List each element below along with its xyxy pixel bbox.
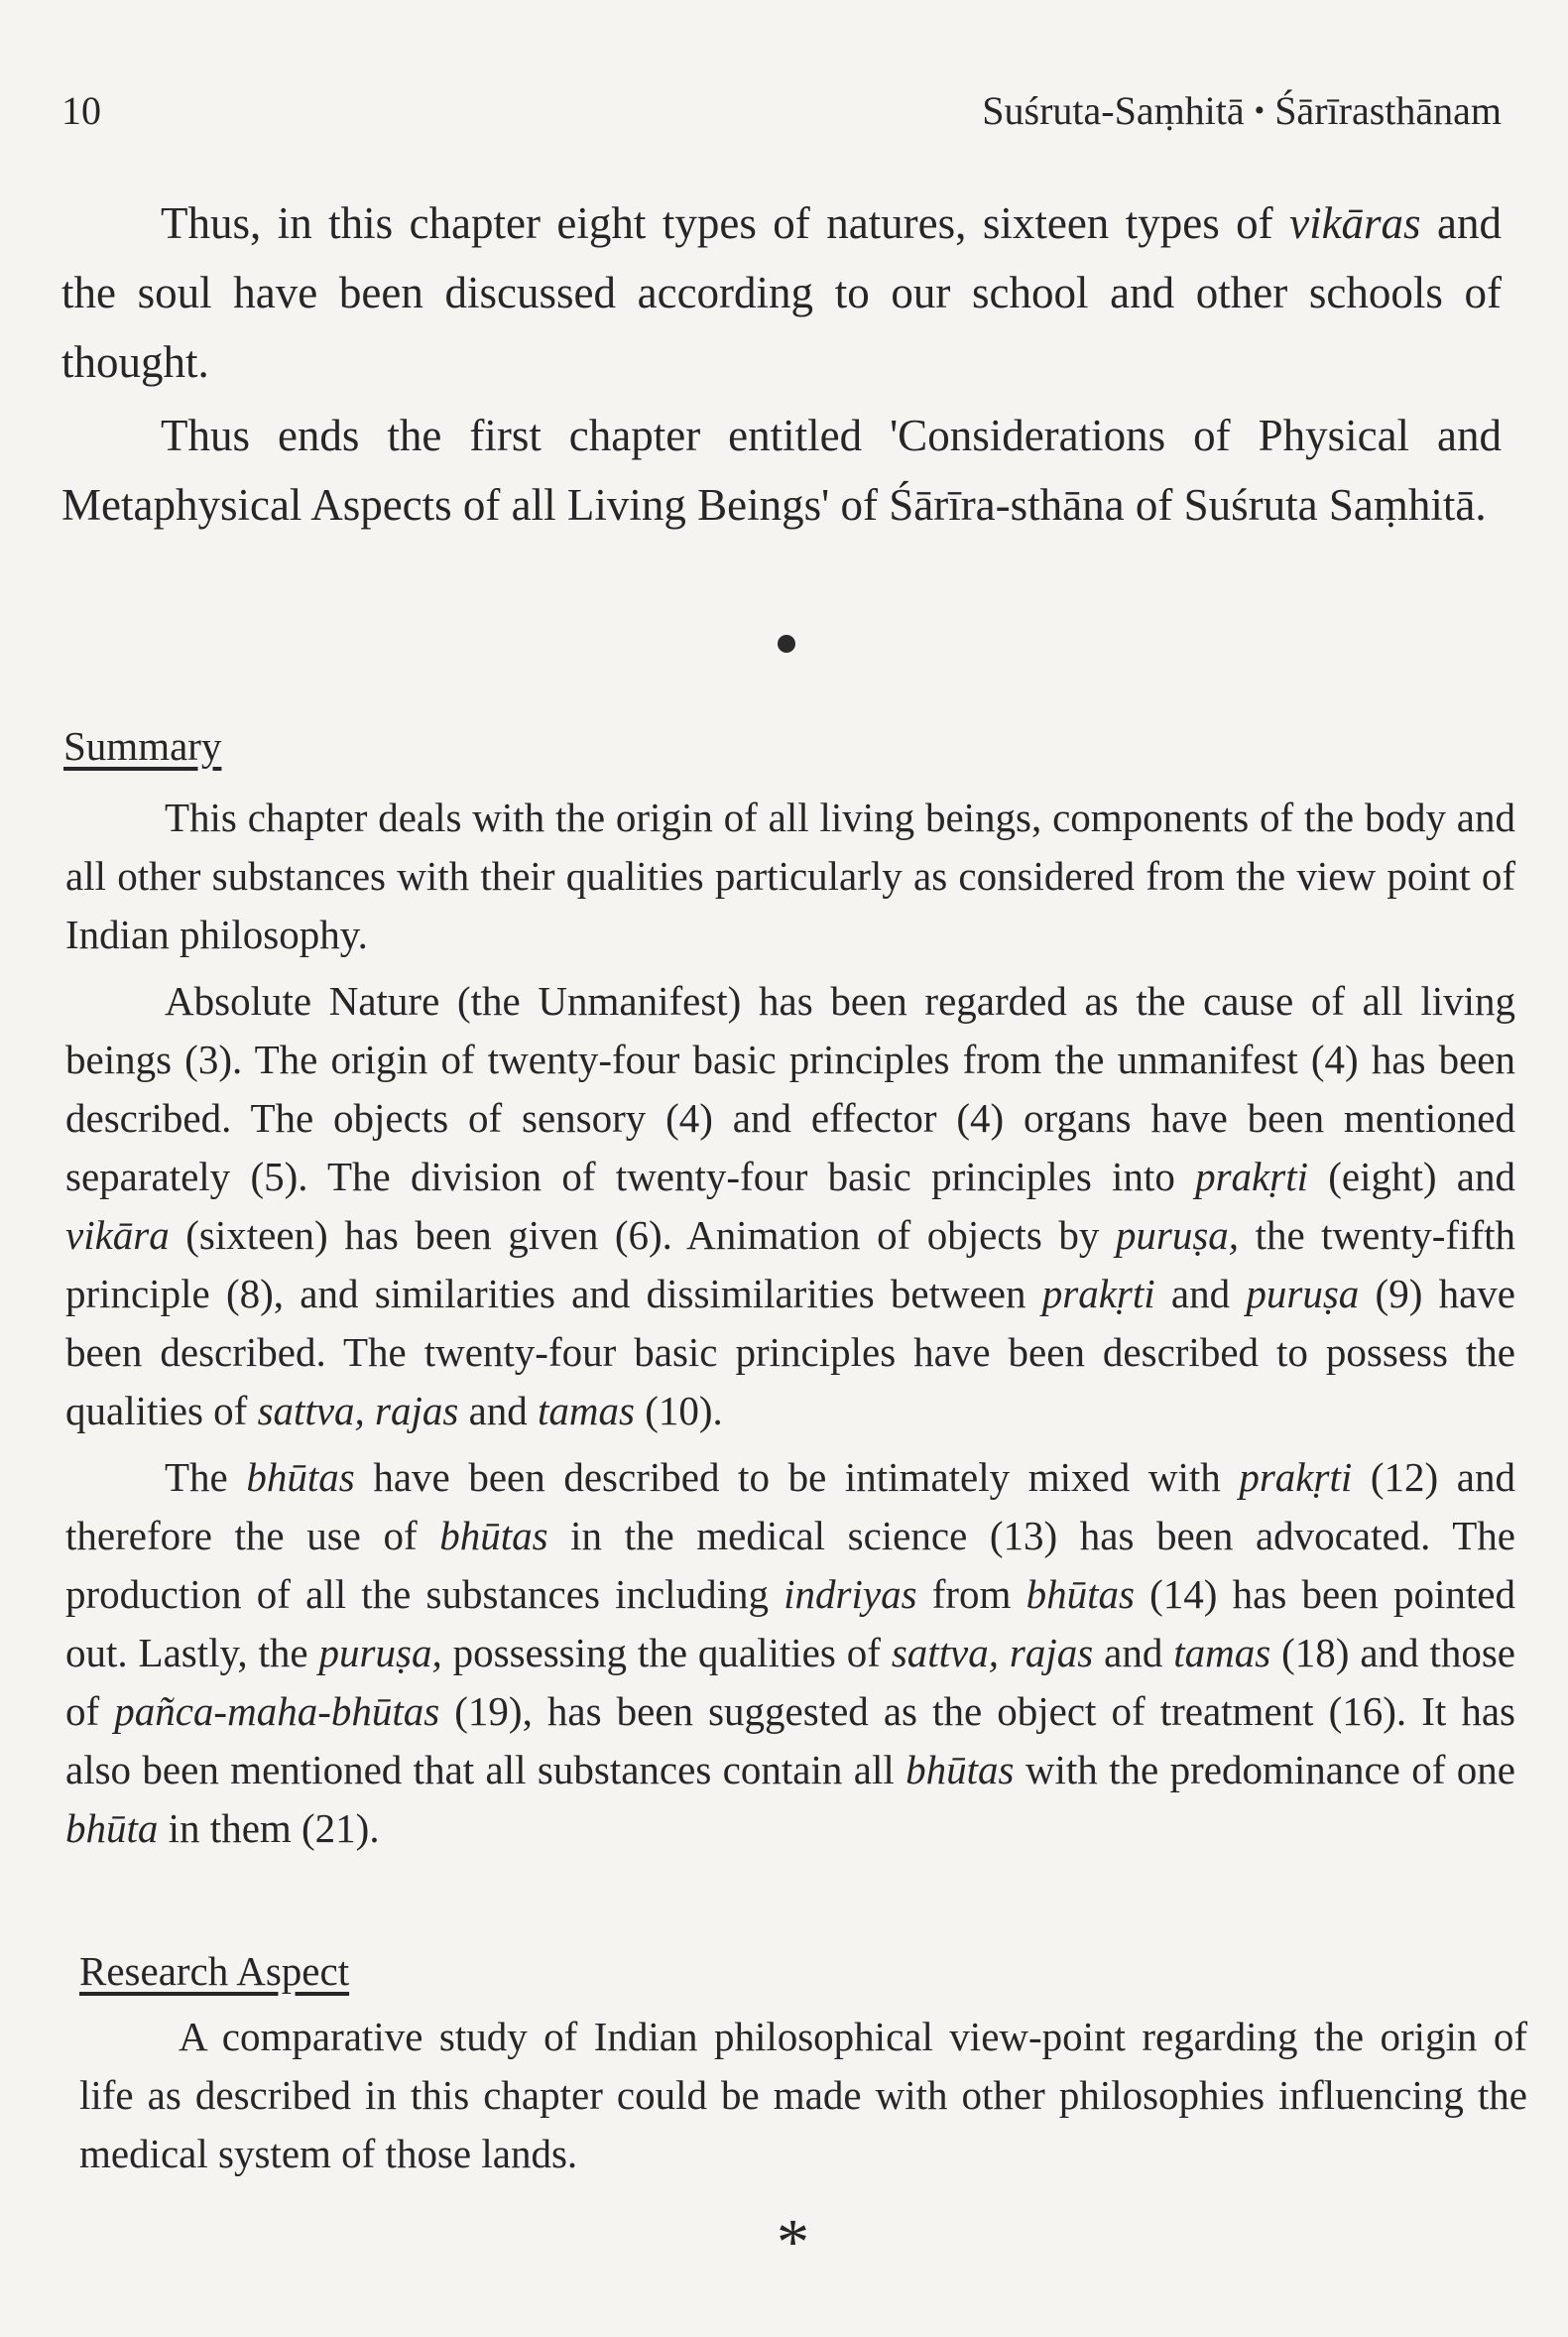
intro-text xyxy=(61,188,1502,540)
page-number: 10 xyxy=(61,88,101,133)
research-heading: Research Aspect xyxy=(79,1948,350,1994)
summary-paragraph-3: The bhūtas have been described to be intimately mixed with prakṛti (12) and therefore the use of bhūtas in the medical science (13) has been advocated. The production of all the substances including indriyas from bhūtas (14) has been pointed out. Lastly, the puruṣa, possessing the qualities of sattva, rajas and tamas (18) and those of pañca-maha-bhūtas (19), has been suggested as the object of treatment (16). It has also been mentioned that all substances contain all bhūtas with the predominance of one bhūta in them (21). xyxy=(65,1454,1516,1851)
research-text xyxy=(79,2008,1527,2183)
summary-paragraph-2: Absolute Nature (the Unmanifest) has been regarded as the cause of all living beings (3). The origin of twenty-four basic principles from the unmanifest (4) has been described. The objects of sensory (4) and effector (4) organs have been mentioned separately (5). The division of twenty-four basic principles into prakṛti (eight) and vikāra (sixteen) has been given (6). Animation of objects by puruṣa, the twenty-fifth principle (8), and similarities and dissimilarities between prakṛti and puruṣa (9) have been described. The twenty-four basic principles have been described to possess the qualities of sattva, rajas and tamas (10). xyxy=(65,978,1516,1433)
running-title xyxy=(982,87,1502,134)
running-title-left: Suśruta-Saṃhitā xyxy=(982,88,1245,133)
intro-paragraph-1: Thus, in this chapter eight types of natures, sixteen types of vikāras and the soul have been discussed according to our school and other schools of thought. xyxy=(61,198,1502,387)
section-bullet xyxy=(778,635,795,653)
separator-dot: • xyxy=(1254,94,1266,127)
research-paragraph: A comparative study of Indian philosophical view-point regarding the origin of life as described in this chapter could be made with other philosophies influencing the medical system of those lands. xyxy=(79,2014,1527,2176)
running-head xyxy=(61,87,1502,147)
term-vikaras: vikāras xyxy=(1289,198,1421,248)
summary-paragraph-1: This chapter deals with the origin of all living beings, components of the body and all other substances with their qualities particularly as considered from the view point of Indian philosophy. xyxy=(65,795,1515,957)
running-title-right: Śārīrasthānam xyxy=(1274,88,1502,133)
intro-paragraph-2: Thus ends the first chapter entitled 'Considerations of Physical and Metaphysical Aspects of all Living Beings' of Śārīra-sthāna of Suśruta Saṃhitā. xyxy=(61,411,1502,530)
end-asterisk: * xyxy=(777,2206,809,2278)
summary-text xyxy=(65,789,1515,1858)
summary-heading: Summary xyxy=(63,723,222,769)
